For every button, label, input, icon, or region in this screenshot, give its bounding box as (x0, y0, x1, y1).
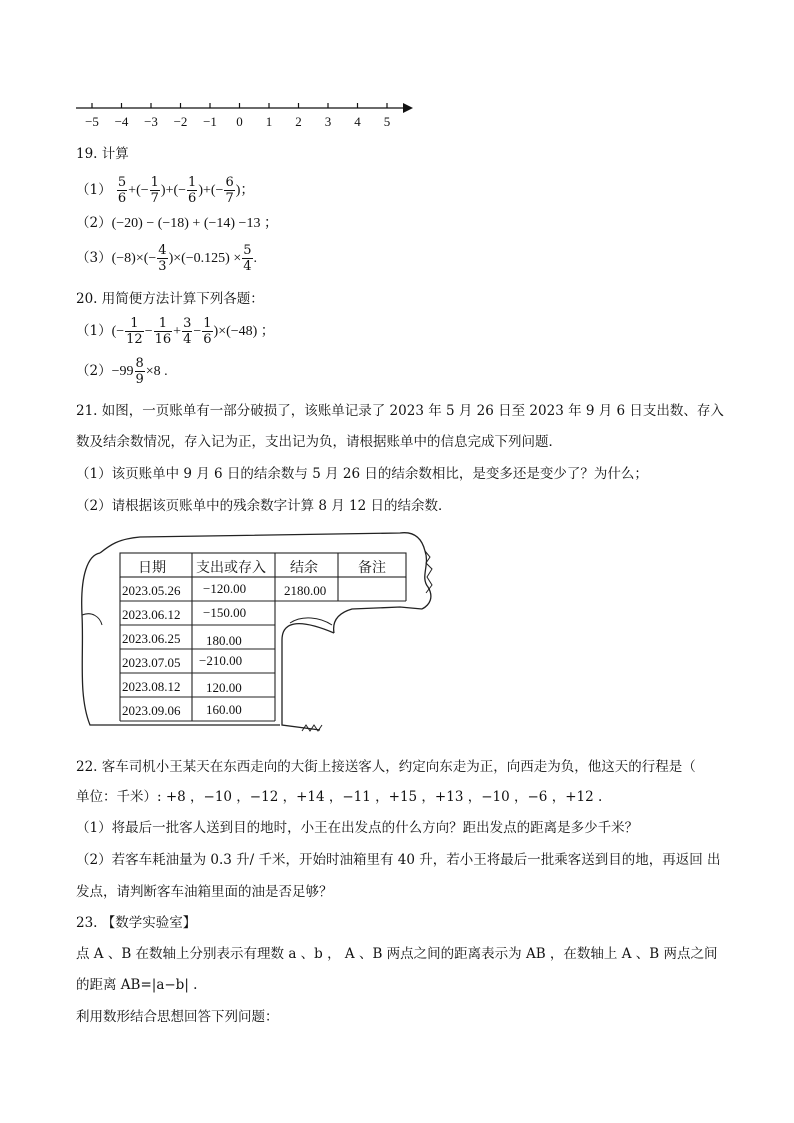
number-line-tick-label: 3 (324, 114, 332, 129)
number-line-tick-label: 1 (265, 114, 273, 129)
number-line-tick-label: −5 (85, 114, 99, 129)
table-cell-amount: 160.00 (206, 702, 242, 717)
number-line-axis (70, 96, 420, 116)
table-cell-date: 2023.06.12 (122, 607, 181, 622)
fraction: $\frac{1}{6}$ (203, 316, 212, 347)
number-line-tick-label: 5 (383, 114, 391, 129)
fraction: $\frac{1}{16}$ (154, 316, 172, 347)
table-cell-amount: −150.00 (203, 605, 247, 620)
number-line-tick-label: 2 (295, 114, 302, 129)
table-cell-date: 2023.08.12 (122, 679, 181, 694)
number-line-tick-label: −2 (173, 114, 188, 129)
table-header-note: 备注 (358, 560, 386, 576)
table-cell-date: 2023.06.25 (122, 631, 181, 646)
table-cell-date: 2023.05.26 (122, 583, 181, 598)
table-cell-amount: −120.00 (203, 581, 247, 596)
fraction: $\frac{5}{6}$ (117, 175, 127, 206)
q23-line2: 的距离 AB=|a−b| . (76, 977, 198, 993)
fraction: $\frac{3}{4}$ (183, 316, 192, 347)
q23-line3: 利用数形结合思想回答下列问题： (76, 1009, 279, 1025)
fraction: $\frac{1}{6}$ (188, 175, 197, 206)
torn-bill-figure (70, 525, 450, 740)
q22-sub2-line1: （2）若客车耗油量为 0.3 升/ 千米，开始时油箱里有 40 升，若小王将最后一批乘客送到目的地，再返回 出 (76, 852, 721, 868)
q20-part1: （1）(− $\frac{1}{12}$ − $\frac{1}{16}$ + $\frac{3}{4}$ − $\frac{1}{6}$ )×(−48) ； (76, 316, 275, 347)
q19-part3: （3）(−8)×(− $\frac{4}{3}$ )×(−0.125) × $\frac{5}{4}$ . (76, 243, 258, 274)
q19-part1: （1） $\frac{5}{6}$ +(− $\frac{1}{7}$ )+(− $\frac{1}{6}$ )+(− $\frac{6}{7}$ )； (76, 175, 255, 206)
number-line-tick-label: 0 (236, 114, 243, 129)
number-line-tick-label: −4 (114, 114, 129, 129)
table-cell-amount: 180.00 (206, 633, 242, 648)
table-header-balance: 结余 (290, 560, 318, 576)
fraction: $\frac{5}{4}$ (243, 243, 252, 274)
table-cell-amount: −210.00 (199, 653, 243, 668)
q21-line2: 数及结余数情况，存入记为正，支出记为负，请根据账单中的信息完成下列问题． (76, 434, 562, 450)
number-line-tick-label: 4 (354, 114, 361, 129)
fraction: $\frac{4}{3}$ (158, 243, 167, 274)
q19-part2: （2）(−20) − (−18) + (−14) −13 ； (76, 215, 278, 231)
q21-line1: 21. 如图，一页账单有一部分破损了，该账单记录了 2023 年 5 月 26 日至 2023 年 9 月 6 日支出数、存入 (76, 403, 724, 419)
q23-title: 23. 【数学实验室】 (76, 915, 197, 931)
table-cell-balance: 2180.00 (284, 583, 327, 598)
q21-sub1: （1）该页账单中 9 月 6 日的结余数与 5 月 26 日的结余数相比，是变多还是变少了？为什么； (76, 466, 648, 482)
table-header-date: 日期 (138, 560, 166, 576)
table-cell-date: 2023.07.05 (122, 655, 181, 670)
q22-sub2-line2: 发点，请判断客车油箱里面的油是否足够？ (76, 884, 333, 900)
q20-part2: （2）−99 $\frac{8}{9}$ ×8 . (76, 356, 168, 387)
q20-title: 20. 用简便方法计算下列各题： (76, 291, 264, 307)
number-line-tick-label: −3 (144, 114, 158, 129)
fraction: $\frac{6}{7}$ (225, 175, 234, 206)
number-line-tick-label: −1 (203, 114, 217, 129)
table-cell-date: 2023.09.06 (122, 703, 181, 718)
table-cell-amount: 120.00 (206, 680, 242, 695)
q22-line2: 单位：千米）: +8 ，−10 ，−12 ，+14 ，−11 ，+15 ，+13 ，−10 ，−6 ，+12 . (76, 789, 603, 805)
table-header-amount: 支出或存入 (196, 560, 266, 576)
q19-title: 19. 计算 (76, 146, 129, 162)
q23-line1: 点 A 、B 在数轴上分别表示有理数 a 、b ， A 、B 两点之间的距离表示为 AB ，在数轴上 A 、B 两点之间 (76, 946, 718, 962)
fraction: $\frac{8}{9}$ (135, 356, 144, 387)
q22-line1: 22. 客车司机小王某天在东西走向的大街上接送客人，约定向东走为正，向西走为负，他这天的行程是（ (76, 759, 696, 775)
q22-sub1: （1）将最后一批客人送到目的地时，小王在出发点的什么方向？距出发点的距离是多少千米？ (76, 820, 639, 836)
q19-part1-label: （1） (76, 182, 112, 198)
q21-sub2: （2）请根据该页账单中的残余数字计算 8 月 12 日的结余数． (76, 498, 452, 514)
fraction: $\frac{1}{12}$ (126, 316, 143, 347)
fraction: $\frac{1}{7}$ (150, 175, 159, 206)
